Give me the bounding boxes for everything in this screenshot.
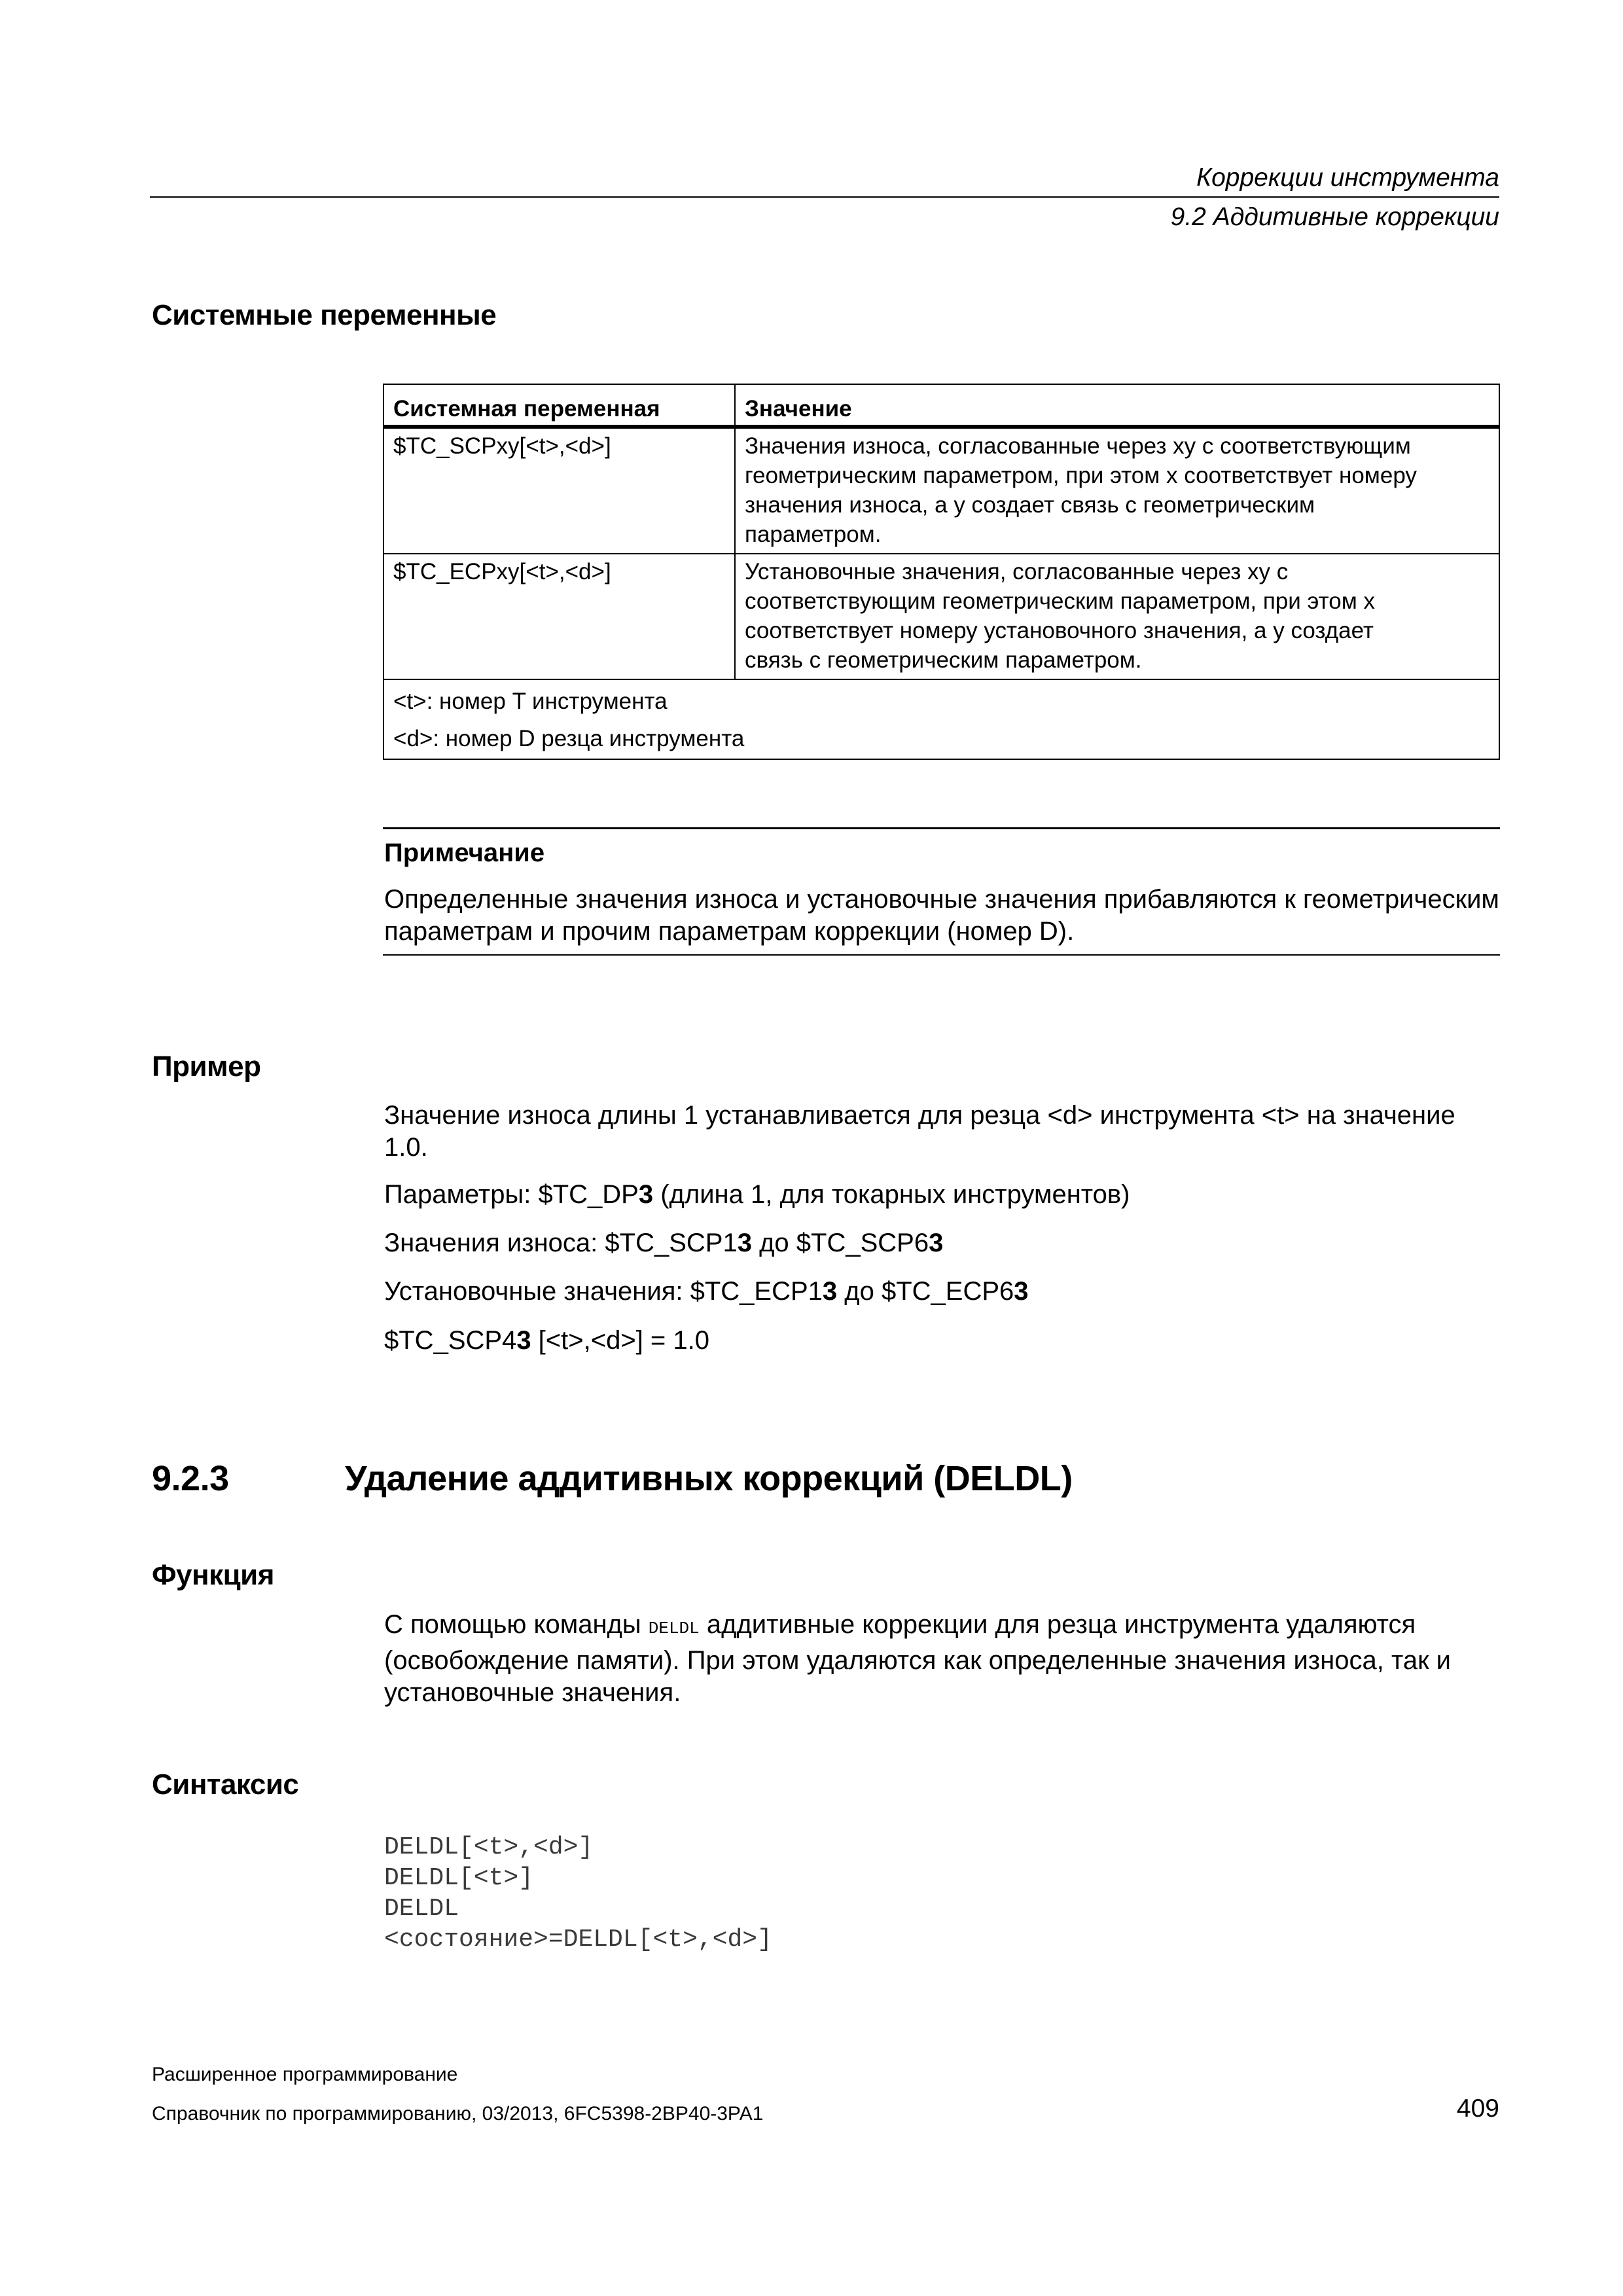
description-line: параметром. [745, 522, 882, 547]
example-params-line: Параметры: $TC_DP3 (длина 1, для токарных инструментов) [384, 1180, 1130, 1209]
table-header-row [383, 384, 1499, 427]
note-title: Примечание [384, 838, 545, 867]
description-line: геометрическим параметром, при этом x соответствует номеру [745, 463, 1417, 488]
table-footnote-cell [383, 679, 1499, 759]
section-title: Удаление аддитивных коррекций (DELDL) [345, 1459, 1073, 1498]
column-header-value: Значение [735, 384, 1499, 427]
footer-reference: Справочник по программированию, 03/2013, 6FC5398-2BP40-3PA1 [152, 2103, 764, 2125]
syntax-code-block [384, 1801, 772, 1986]
section-number: 9.2.3 [152, 1459, 229, 1498]
example-intro: Значение износа длины 1 устанавливается для резца <d> инструмента <t> на значение 1.0. [384, 1101, 1455, 1162]
column-header-variable: Системная переменная [383, 384, 735, 427]
description-line: связь с геометрическим параметром. [745, 647, 1142, 673]
description-cell [735, 427, 1499, 554]
code-line: DELDL[<t>] [384, 1864, 534, 1892]
page-number: 409 [1456, 2094, 1499, 2123]
description-line: Значения износа, согласованные через xy с соответствующим [745, 433, 1411, 459]
footer-book-title: Расширенное программирование [152, 2064, 458, 2085]
example-setting-line: Установочные значения: $TC_ECP13 до $TC_ECP63 [384, 1277, 1029, 1306]
description-line: значения износа, а y создает связь с геометрическим [745, 492, 1315, 518]
running-header-chapter: Коррекции инструмента [1196, 164, 1499, 192]
variable-cell: $TC_SCPxy[<t>,<d>] [383, 427, 735, 554]
code-line: <состояние>=DELDL[<t>,<d>] [384, 1926, 772, 1954]
inline-command: DELDL [648, 1619, 700, 1638]
example-wear-line: Значения износа: $TC_SCP13 до $TC_SCP63 [384, 1229, 944, 1257]
note-top-rule [383, 827, 1500, 829]
function-heading: Функция [152, 1559, 274, 1591]
syntax-heading: Синтаксис [152, 1768, 299, 1801]
description-line: соответствует номеру установочного значения, а y создает [745, 618, 1374, 643]
footnote-t: <t>: номер T инструмента [393, 689, 668, 714]
note-bottom-rule [383, 954, 1500, 956]
table-row [383, 554, 1499, 679]
system-variables-heading: Системные переменные [152, 299, 497, 331]
description-line: соответствующим геометрическим параметром, при этом x [745, 588, 1376, 614]
code-line: DELDL [384, 1895, 459, 1923]
running-header-section: 9.2 Аддитивные коррекции [1170, 203, 1499, 231]
example-assign-line: $TC_SCP43 [<t>,<d>] = 1.0 [384, 1326, 710, 1355]
note-text: Определенные значения износа и установочные значения прибавляются к геометрическим параметрам и прочим параметрам коррекции (номер D). [384, 885, 1499, 946]
table-row [383, 427, 1499, 554]
system-variables-table [383, 384, 1500, 760]
variable-cell: $TC_ECPxy[<t>,<d>] [383, 554, 735, 679]
code-line: DELDL[<t>,<d>] [384, 1833, 594, 1861]
example-heading: Пример [152, 1050, 261, 1083]
function-text: С помощью команды DELDL аддитивные коррекции для резца инструмента удаляются (освобождение памяти). При этом удаляются как определенные значения износа, так и установочные значения. [384, 1610, 1452, 1707]
description-cell [735, 554, 1499, 679]
footnote-d: <d>: номер D резца инструмента [393, 726, 745, 751]
description-line: Установочные значения, согласованные через xy с [745, 559, 1289, 584]
table-footnote-row [383, 679, 1499, 759]
header-rule [150, 196, 1499, 198]
